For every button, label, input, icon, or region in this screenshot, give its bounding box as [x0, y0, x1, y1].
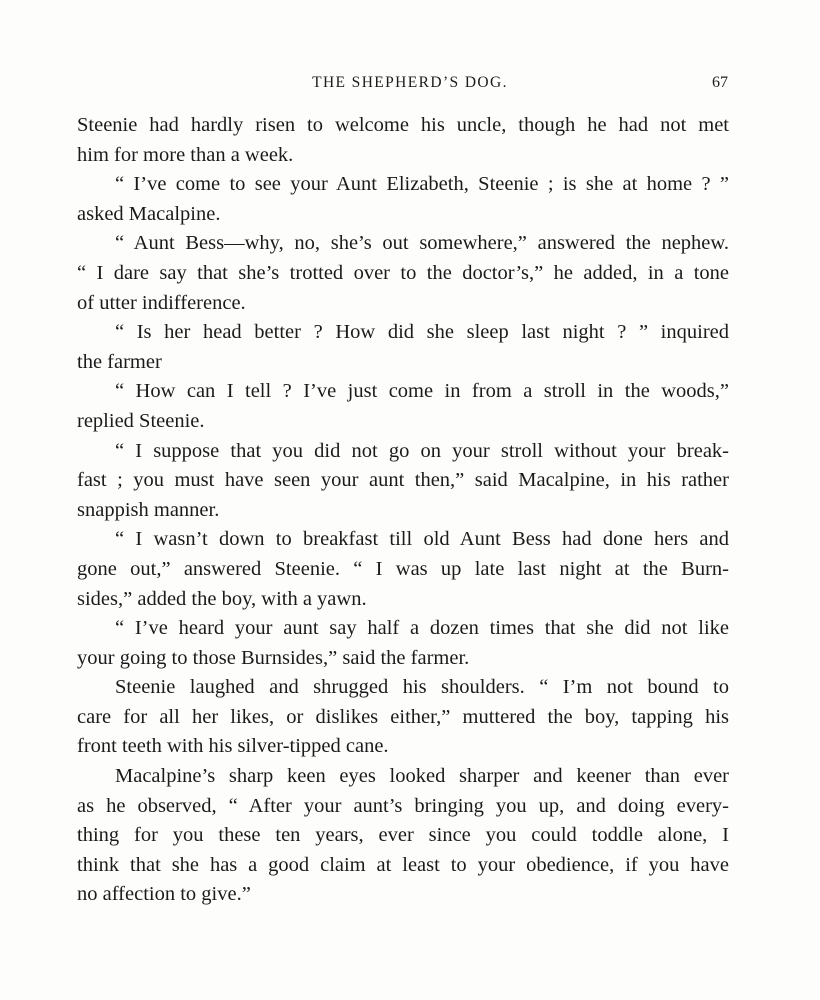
text-line: “ I dare say that she’s trotted over to the doctor’s,” he added, in a tone: [77, 261, 729, 284]
text-line: Macalpine’s sharp keen eyes looked sharper and keener than ever: [115, 765, 729, 788]
paragraph-9: [77, 673, 729, 762]
paragraph-2: [77, 170, 729, 229]
page-number: 67: [712, 74, 728, 91]
text-line: as he observed, “ After your aunt’s bringing you up, and doing every-: [77, 794, 729, 817]
text-line: thing for you these ten years, ever since you could toddle alone, I: [77, 824, 729, 847]
running-title: THE SHEPHERD’S DOG.: [312, 74, 508, 91]
text-line: “ Is her head better ? How did she sleep last night ? ” inquired: [115, 321, 729, 344]
text-line: replied Steenie.: [77, 409, 205, 432]
paragraph-7: [77, 525, 729, 614]
text-line: front teeth with his silver-tipped cane.: [77, 735, 389, 758]
paragraph-6: [77, 437, 729, 526]
paragraph-4: [77, 318, 729, 377]
paragraph-1: [77, 111, 729, 170]
text-line: asked Macalpine.: [77, 202, 221, 225]
text-line: Steenie laughed and shrugged his shoulders. “ I’m not bound to: [115, 676, 729, 699]
paragraph-10: [77, 762, 729, 910]
text-line: gone out,” answered Steenie. “ I was up late last night at the Burn-: [77, 557, 729, 580]
text-line: no affection to give.”: [77, 883, 251, 906]
body-text: [77, 111, 729, 910]
text-line: the farmer: [77, 350, 162, 373]
text-line: “ I’ve come to see your Aunt Elizabeth, Steenie ; is she at home ? ”: [115, 173, 729, 196]
text-line: “ I wasn’t down to breakfast till old Aunt Bess had done hers and: [115, 528, 729, 551]
text-line: think that she has a good claim at least to your obedience, if you have: [77, 853, 729, 876]
text-line: “ I’ve heard your aunt say half a dozen times that she did not like: [115, 617, 729, 640]
text-line: snappish manner.: [77, 498, 220, 521]
paragraph-3: [77, 229, 729, 318]
text-line: sides,” added the boy, with a yawn.: [77, 587, 367, 610]
text-line: “ Aunt Bess—why, no, she’s out somewhere,” answered the nephew.: [115, 232, 729, 255]
paragraph-5: [77, 377, 729, 436]
paragraph-8: [77, 614, 729, 673]
text-line: him for more than a week.: [77, 143, 294, 166]
running-head: [0, 74, 820, 96]
text-line: your going to those Burnsides,” said the farmer.: [77, 646, 470, 669]
text-line: care for all her likes, or dislikes either,” muttered the boy, tapping his: [77, 705, 729, 728]
text-line: Steenie had hardly risen to welcome his uncle, though he had not met: [77, 114, 729, 136]
text-line: of utter indifference.: [77, 291, 246, 314]
text-line: “ I suppose that you did not go on your stroll without your break-: [115, 439, 729, 462]
text-line: “ How can I tell ? I’ve just come in from a stroll in the woods,”: [115, 380, 729, 403]
text-line: fast ; you must have seen your aunt then,” said Macalpine, in his rather: [77, 469, 729, 492]
